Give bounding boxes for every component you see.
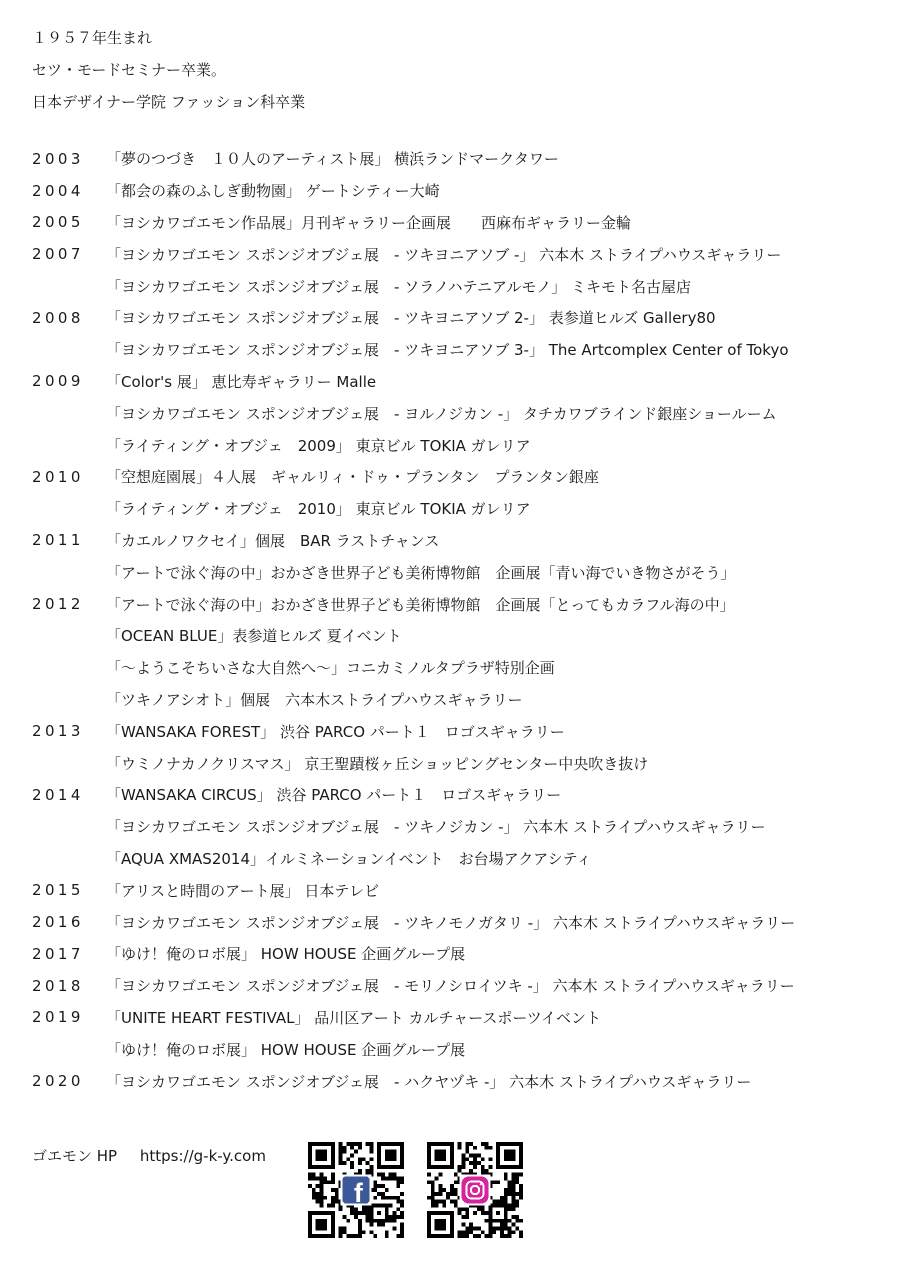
homepage-url[interactable]: https://g-k-y.com (139, 1147, 266, 1165)
history-year: 2017 (32, 944, 84, 963)
history-row (32, 302, 882, 334)
history-year: 2012 (32, 595, 84, 614)
history-year: 2005 (32, 213, 84, 232)
history-entry: 「都会の森のふしぎ動物園」 ゲートシティー大崎 (106, 182, 440, 201)
instagram-qr-code[interactable] (427, 1142, 523, 1238)
history-row (32, 715, 882, 747)
history-entry: 「ヨシカワゴエモン スポンジオブジェ展 - ソラノハテニアルモノ」 ミキモト名古屋店 (106, 277, 691, 296)
history-year: 2014 (32, 785, 84, 804)
history-year: 2004 (32, 181, 84, 200)
history-year: 2007 (32, 245, 84, 264)
history-year: 2011 (32, 531, 84, 550)
history-entry: 「アートで泳ぐ海の中」おかざき世界子ども美術博物館 企画展「青い海でいき物さがそう」 (106, 563, 736, 582)
history-row (32, 429, 882, 461)
profile-intro (32, 22, 305, 118)
history-entry: 「ヨシカワゴエモン スポンジオブジェ展 - ヨルノジカン -」 タチカワブラインド銀座ショールーム (106, 404, 777, 423)
history-row (32, 207, 882, 239)
homepage-label: ゴエモン HP (32, 1147, 118, 1165)
history-year: 2008 (32, 308, 84, 327)
history-row (32, 938, 882, 970)
history-entry: 「ヨシカワゴエモン スポンジオブジェ展 - ツキヨニアソブ 2-」 表参道ヒルズ Gallery80 (106, 309, 716, 328)
history-row (32, 620, 882, 652)
history-entry: 「空想庭園展」４人展 ギャルリィ・ドゥ・プランタン プランタン銀座 (106, 468, 599, 487)
history-row (32, 556, 882, 588)
history-year: 2020 (32, 1072, 84, 1090)
history-row (32, 525, 882, 557)
history-entry: 「～ようこそちいさな大自然へ～」コニカミノルタプラザ特別企画 (106, 659, 555, 678)
history-row (32, 684, 882, 716)
history-row (32, 238, 882, 270)
history-entry: 「ヨシカワゴエモン スポンジオブジェ展 - モリノシロイツキ -」 六本木 ストライプハウスギャラリー (106, 977, 795, 996)
history-row (32, 1002, 882, 1034)
history-row (32, 1065, 882, 1097)
history-entry: 「カエルノワクセイ」個展 BAR ラストチャンス (106, 531, 440, 550)
history-year: 2009 (32, 372, 84, 391)
history-row (32, 843, 882, 875)
history-entry: 「AQUA XMAS2014」イルミネーションイベント お台場アクアシティ (106, 849, 592, 868)
history-entry: 「ゆけ！俺のロボ展」 HOW HOUSE 企画グループ展 (106, 1040, 466, 1059)
facebook-qr-code[interactable] (308, 1142, 404, 1238)
education-setsu: セツ・モードセミナー卒業。 (32, 61, 226, 79)
history-entry: 「OCEAN BLUE」表参道ヒルズ 夏イベント (106, 627, 402, 646)
history-entry: 「WANSAKA FOREST」 渋谷 PARCO パート１ ロゴスギャラリー (106, 722, 565, 741)
history-year: 2018 (32, 976, 84, 995)
history-row (32, 652, 882, 684)
history-row (32, 906, 882, 938)
qr-code-graphic (427, 1142, 523, 1238)
history-entry: 「アリスと時間のアート展」 日本テレビ (106, 881, 380, 900)
history-year: 2010 (32, 467, 84, 486)
history-entry: 「ヨシカワゴエモン スポンジオブジェ展 - ツキヨニアソブ -」 六本木 ストライプハウスギャラリー (106, 245, 782, 264)
history-row (32, 175, 882, 207)
history-row (32, 779, 882, 811)
history-row (32, 334, 882, 366)
history-entry: 「ライティング・オブジェ 2009」 東京ビル TOKIA ガレリア (106, 436, 531, 455)
footer (32, 1145, 266, 1166)
history-row (32, 397, 882, 429)
history-row (32, 874, 882, 906)
history-entry: 「ヨシカワゴエモン スポンジオブジェ展 - ツキノジカン -」 六本木 ストライプハウスギャラリー (106, 818, 766, 837)
history-row (32, 747, 882, 779)
history-entry: 「アートで泳ぐ海の中」おかざき世界子ども美術博物館 企画展「とってもカラフル海の中」 (106, 595, 735, 614)
history-entry: 「ヨシカワゴエモン作品展」月刊ギャラリー企画展 西麻布ギャラリー金輪 (106, 213, 632, 232)
history-entry: 「ヨシカワゴエモン スポンジオブジェ展 - ツキヨニアソブ 3-」 The Artcomplex Center of Tokyo (106, 341, 789, 360)
history-entry: 「ヨシカワゴエモン スポンジオブジェ展 - ハクヤヅキ -」 六本木 ストライプハウスギャラリー (106, 1072, 752, 1091)
history-entry: 「Color's 展」 恵比寿ギャラリー Malle (106, 372, 377, 391)
homepage-line (32, 1145, 266, 1166)
birth-year: １９５７年生まれ (32, 29, 153, 47)
history-row (32, 970, 882, 1002)
history-row (32, 588, 882, 620)
history-year: 2016 (32, 913, 84, 932)
qr-code-graphic (308, 1142, 404, 1238)
history-year: 2003 (32, 149, 84, 168)
history-row (32, 1033, 882, 1065)
exhibition-history (32, 143, 882, 1097)
history-row (32, 143, 882, 175)
history-entry: 「夢のつづき １０人のアーティスト展」 横浜ランドマークタワー (106, 150, 559, 169)
history-entry: 「ライティング・オブジェ 2010」 東京ビル TOKIA ガレリア (106, 500, 531, 519)
history-entry: 「WANSAKA CIRCUS」 渋谷 PARCO パート１ ロゴスギャラリー (106, 786, 562, 805)
history-entry: 「ツキノアシオト」個展 六本木ストライプハウスギャラリー (106, 690, 523, 709)
education-nihon-designer: 日本デザイナー学院 ファッション科卒業 (32, 93, 306, 111)
svg-text:f: f (353, 1177, 363, 1208)
history-entry: 「ウミノナカノクリスマス」 京王聖蹟桜ヶ丘ショッピングセンター中央吹き抜け (106, 754, 649, 773)
history-row (32, 493, 882, 525)
history-row (32, 270, 882, 302)
history-year: 2019 (32, 1008, 84, 1027)
history-row (32, 461, 882, 493)
history-row (32, 811, 882, 843)
history-entry: 「ヨシカワゴエモン スポンジオブジェ展 - ツキノモノガタリ -」 六本木 ストライプハウスギャラリー (106, 913, 796, 932)
history-entry: 「UNITE HEART FESTIVAL」 品川区アート カルチャースポーツイベント (106, 1008, 601, 1027)
history-year: 2015 (32, 881, 84, 900)
history-year: 2013 (32, 722, 84, 741)
history-entry: 「ゆけ！俺のロボ展」 HOW HOUSE 企画グループ展 (106, 945, 466, 964)
history-row (32, 366, 882, 398)
